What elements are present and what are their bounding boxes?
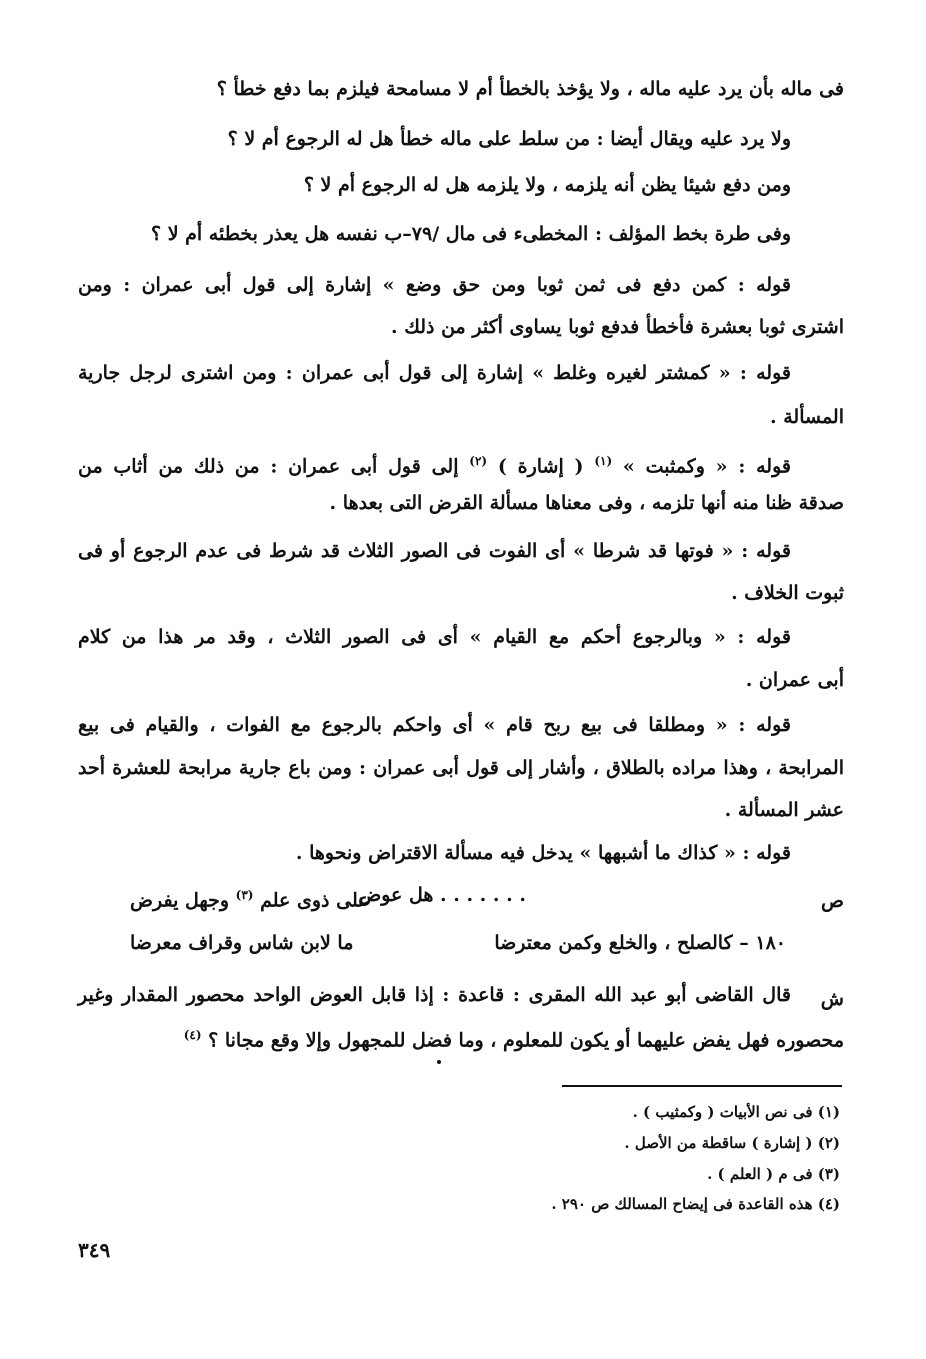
footnote-divider [562, 1085, 842, 1087]
text-line: قال القاضى أبو عبد الله المقرى : قاعدة : إذا قابل العوض الواحد محصور المقدار وغير [78, 984, 791, 1006]
text-line: وفى طرة بخط المؤلف : المخطىء فى مال /٧٩–ب نفسه هل يعذر بخطئه أم لا ؟ [151, 223, 791, 245]
text-line: ومن دفع شيئا يظن أنه يلزمه ، ولا يلزمه هل له الرجوع أم لا ؟ [303, 174, 791, 196]
text-line: صدقة ظنا منه أنها تلزمه ، وفى معناها مسألة القرض التى بعدها . [329, 492, 844, 514]
text-line: المرابحة ، وهذا مراده بالطلاق ، وأشار إلى قول أبى عمران : ومن باع جارية مرابحة للعشرة أحد [78, 757, 844, 779]
text-line: فى ماله بأن يرد عليه ماله ، ولا يؤخذ بالخطأ أم لا مسامحة فيلزم بما دفع خطأ ؟ [216, 78, 844, 100]
text-line: أبى عمران . [745, 669, 844, 691]
verse-hemistich: ١٨٠ – كالصلح ، والخلع وكمن معترضا [494, 932, 786, 954]
verse-marker: ص [821, 890, 844, 912]
text-line: اشترى ثوبا بعشرة فأخطأ فدفع ثوبا يساوى أكثر من ذلك . [390, 316, 844, 338]
footnote: (٣) فى م ( العلم ) . [707, 1165, 840, 1183]
text-line: المسألة . [770, 406, 844, 428]
text-line: ثبوت الخلاف . [731, 582, 844, 604]
text-line: محصوره فهل يفض عليهما أو يكون للمعلوم ، وما فضل للمجهول وإلا وقع مجانا ؟ $^{(٤)}$ [183, 1028, 844, 1052]
verse-hemistich: . . . . . . . هل عوض [358, 884, 526, 906]
stray-dot [437, 1060, 441, 1064]
text-line: قوله : « وبالرجوع أحكم مع القيام » أى فى الصور الثلاث ، وقد مر هذا من كلام [78, 626, 791, 648]
verse-hemistich: على ذوى علم $^{(٣)}$ وجهل يفرض [130, 888, 370, 912]
commentary-marker: ش [820, 988, 844, 1010]
text-line: قوله : « كمشتر لغيره وغلط » إشارة إلى قول أبى عمران : ومن اشترى لرجل جارية [78, 362, 791, 384]
text-line: قوله : كمن دفع فى ثمن ثوبا ومن حق وضع » إشارة إلى قول أبى عمران : ومن [78, 274, 791, 296]
page-number: ٣٤٩ [78, 1238, 111, 1262]
footnote: (١) فى نص الأبيات ( وكمثيب ) . [632, 1103, 840, 1121]
footnote: (٤) هذه القاعدة فى إيضاح المسالك ص ٢٩٠ . [551, 1195, 840, 1213]
text-line: قوله : « وكمثبت » $^{(١)}$ ( إشارة ) $^{(٢)}$ إلى قول أبى عمران : من ذلك من أثاب من [78, 454, 791, 478]
footnote: (٢) ( إشارة ) ساقطة من الأصل . [624, 1134, 840, 1152]
text-line: ولا يرد عليه ويقال أيضا : من سلط على ماله خطأ هل له الرجوع أم لا ؟ [227, 128, 791, 150]
verse-hemistich: ما لابن شاس وقراف معرضا [130, 932, 354, 954]
text-line: قوله : « فوتها قد شرطا » أى الفوت فى الصور الثلاث قد شرط فى عدم الرجوع أو فى [78, 540, 791, 562]
text-line: قوله : « ومطلقا فى بيع ربح قام » أى واحكم بالرجوع مع الفوات ، والقيام فى بيع [78, 714, 791, 736]
text-line: قوله : « كذاك ما أشبهها » يدخل فيه مسألة الاقتراض ونحوها . [295, 842, 791, 864]
text-line: عشر المسألة . [724, 799, 844, 821]
